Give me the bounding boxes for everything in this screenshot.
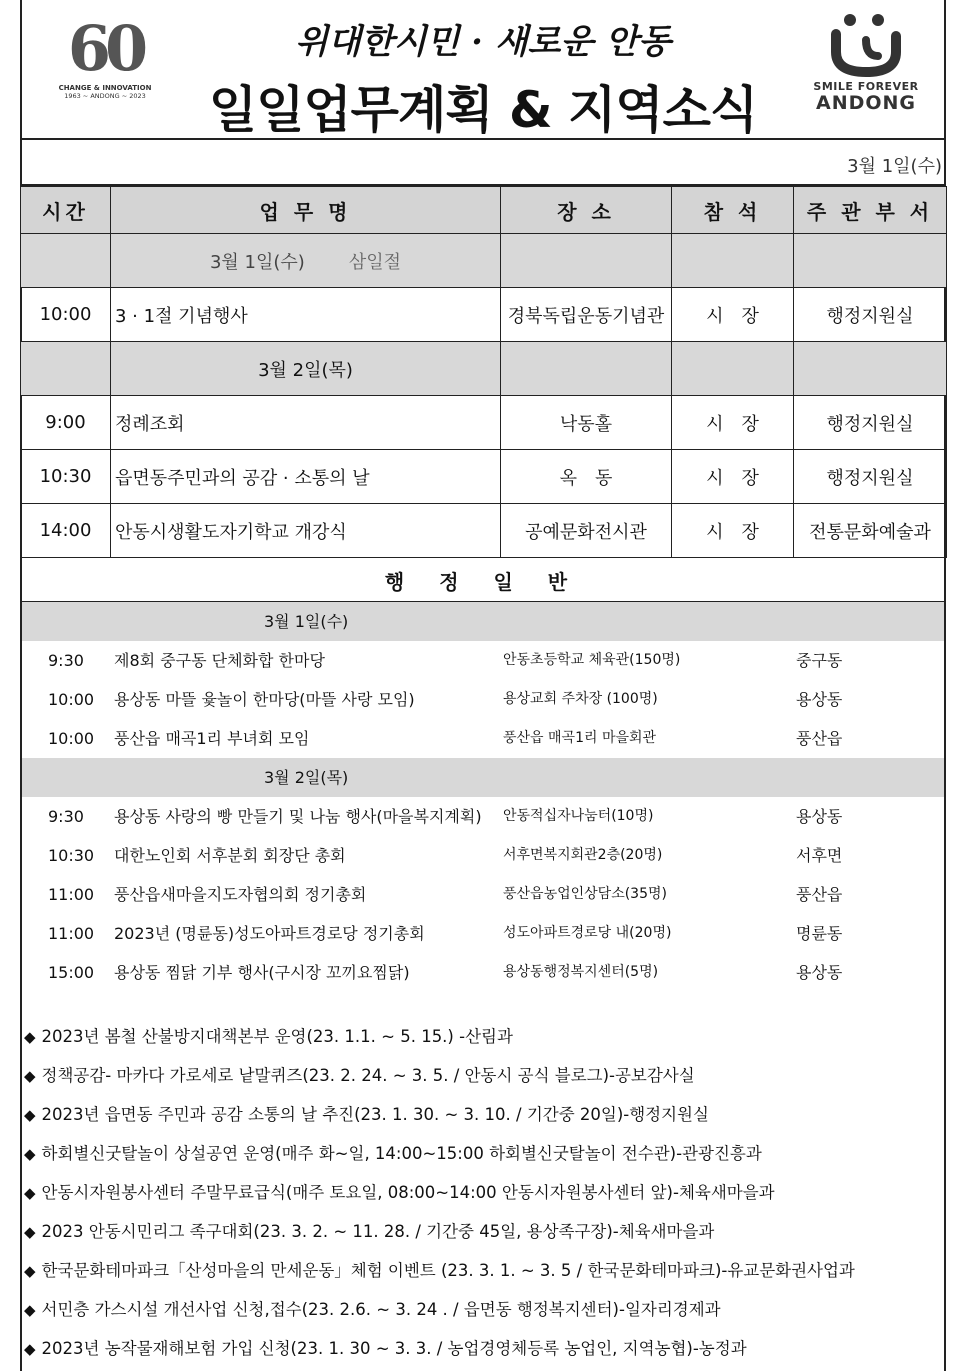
row-place: 옥 동 xyxy=(501,450,672,504)
table-row xyxy=(21,504,947,558)
admin-day1-date: 3월 1일(수) xyxy=(264,612,349,631)
item-dept: 용상동 xyxy=(796,807,843,826)
logo-andong-text: ANDONG xyxy=(815,92,917,114)
row-task: 읍면동주민과의 공감 · 소통의 날 xyxy=(111,450,501,504)
col-place: 장 소 xyxy=(501,187,672,234)
table-row xyxy=(21,288,947,342)
notice-text: 서민층 가스시설 개선사업 신청,접수(23. 2.6. ~ 3. 24 . / 읍면동 행정복지센터)-일자리경제과 xyxy=(41,1300,721,1319)
row-task: 정례조회 xyxy=(111,396,501,450)
row-attend: 시 장 xyxy=(672,288,794,342)
item-dept: 서후면 xyxy=(796,846,843,865)
notice-text: 2023년 봄철 산불방지대책본부 운영(23. 1.1. ~ 5. 15.) -산림과 xyxy=(41,1027,513,1046)
item-dept: 풍산읍 xyxy=(796,729,843,748)
item-place: 풍산읍농업인상담소(35명) xyxy=(503,886,667,902)
col-dept: 주 관 부 서 xyxy=(794,187,947,234)
item-time: 15:00 xyxy=(48,963,95,982)
notice-text: 2023 안동시민리그 족구대회(23. 3. 2. ~ 11. 28. / 기간중 45일, 용상족구장)-체육새마을과 xyxy=(41,1222,715,1241)
item-dept: 용상동 xyxy=(796,690,843,709)
report-date: 3월 1일(수) xyxy=(847,156,942,177)
item-task: 풍산읍새마을지도자협의회 정기총회 xyxy=(114,885,367,904)
item-time: 10:00 xyxy=(48,729,95,748)
list-item xyxy=(20,953,946,992)
admin-day2-date: 3월 2일(목) xyxy=(264,768,349,787)
notice-item xyxy=(24,1095,944,1134)
notice-item xyxy=(24,1134,944,1173)
date-row xyxy=(20,140,946,186)
list-item xyxy=(20,641,946,680)
table-row xyxy=(21,450,947,504)
diamond-bullet-icon: ◆ xyxy=(24,1262,36,1280)
item-dept: 용상동 xyxy=(796,963,843,982)
row-dept: 행정지원실 xyxy=(794,396,947,450)
diamond-bullet-icon: ◆ xyxy=(24,1301,36,1319)
andong-logo xyxy=(806,12,926,128)
col-time: 시간 xyxy=(21,187,111,234)
admin-day1-bar xyxy=(22,602,944,641)
day1-date: 3월 1일(수) xyxy=(209,251,305,273)
row-attend: 시 장 xyxy=(672,450,794,504)
item-time: 11:00 xyxy=(48,885,95,904)
diamond-bullet-icon: ◆ xyxy=(24,1340,36,1358)
list-item xyxy=(20,914,946,953)
diamond-bullet-icon: ◆ xyxy=(24,1067,36,1085)
col-attend: 참 석 xyxy=(672,187,794,234)
row-time: 10:30 xyxy=(21,450,111,504)
diamond-bullet-icon: ◆ xyxy=(24,1028,36,1046)
slogan: 위대한시민 · 새로운 안동 xyxy=(295,22,671,62)
row-dept: 행정지원실 xyxy=(794,288,947,342)
logo-line2: 1963 ~ ANDONG ~ 2023 xyxy=(64,92,146,100)
list-item xyxy=(20,875,946,914)
list-item xyxy=(20,836,946,875)
row-attend: 시 장 xyxy=(672,396,794,450)
row-dept: 행정지원실 xyxy=(794,450,947,504)
notice-item xyxy=(24,1290,944,1329)
row-place: 경북독립운동기념관 xyxy=(501,288,672,342)
table-row xyxy=(21,396,947,450)
notice-item xyxy=(24,1329,944,1368)
item-time: 10:30 xyxy=(48,846,95,865)
diamond-bullet-icon: ◆ xyxy=(24,1106,36,1124)
item-place: 안동초등학교 체육관(150명) xyxy=(503,652,681,668)
item-time: 9:30 xyxy=(48,807,84,826)
item-place: 용상교회 주차장 (100명) xyxy=(503,691,658,707)
list-item xyxy=(20,797,946,836)
notice-item xyxy=(24,1251,944,1290)
row-place: 낙동홀 xyxy=(501,396,672,450)
row-time: 14:00 xyxy=(21,504,111,558)
diamond-bullet-icon: ◆ xyxy=(24,1184,36,1202)
item-task: 용상동 마뜰 윷놀이 한마당(마뜰 사랑 모임) xyxy=(114,690,415,709)
item-task: 제8회 중구동 단체화합 한마당 xyxy=(114,651,325,670)
item-place: 안동적십자나눔터(10명) xyxy=(503,808,654,824)
item-dept: 중구동 xyxy=(796,651,843,670)
notice-item xyxy=(24,1056,944,1095)
schedule-table xyxy=(20,186,947,558)
notice-text: 2023년 읍면동 주민과 공감 소통의 날 추진(23. 1. 30. ~ 3. 10. / 기간중 20일)-행정지원실 xyxy=(41,1105,709,1124)
notice-text: 한국문화테마파크「산성마을의 만세운동」체험 이벤트 (23. 3. 1. ~ 3. 5 / 한국문화테마파크)-유교문화권사업과 xyxy=(41,1261,855,1280)
header xyxy=(20,0,946,140)
notice-item xyxy=(24,1017,944,1056)
day-row-1 xyxy=(21,234,947,288)
day-row-2 xyxy=(21,342,947,396)
item-place: 성도아파트경로당 내(20명) xyxy=(503,925,672,941)
diamond-bullet-icon: ◆ xyxy=(24,1145,36,1163)
admin-section-title: 행 정 일 반 xyxy=(20,562,946,602)
row-task: 3 · 1절 기념행사 xyxy=(111,288,501,342)
logo-line1: CHANGE & INNOVATION xyxy=(58,84,152,92)
logo-smile-text: SMILE FOREVER xyxy=(813,80,919,93)
row-place: 공예문화전시관 xyxy=(501,504,672,558)
notice-text: 정책공감- 마카다 가로세로 낱말퀴즈(23. 2. 24. ~ 3. 5. / 안동시 공식 블로그)-공보감사실 xyxy=(41,1066,695,1085)
col-task: 업 무 명 xyxy=(111,187,501,234)
notice-item xyxy=(24,1212,944,1251)
item-task: 2023년 (명륜동)성도아파트경로당 정기총회 xyxy=(114,924,425,943)
row-task: 안동시생활도자기학교 개강식 xyxy=(111,504,501,558)
admin-day2-bar xyxy=(22,758,944,797)
item-task: 용상동 사랑의 빵 만들기 및 나눔 행사(마을복지계획) xyxy=(114,807,482,826)
notice-text: 2023년 농작물재해보험 가입 신청(23. 1. 30 ~ 3. 3. / 농업경영체등록 농업인, 지역농협)-농정과 xyxy=(41,1339,747,1358)
item-task: 대한노인회 서후분회 회장단 총회 xyxy=(114,846,346,865)
item-place: 풍산읍 매곡1리 마을회관 xyxy=(503,730,657,746)
item-time: 10:00 xyxy=(48,690,95,709)
item-place: 서후면복지회관2층(20명) xyxy=(503,847,663,863)
item-place: 용상동행정복지센터(5명) xyxy=(503,964,659,980)
diamond-bullet-icon: ◆ xyxy=(24,1223,36,1241)
notice-list xyxy=(24,1017,944,1368)
row-time: 10:00 xyxy=(21,288,111,342)
list-item xyxy=(20,680,946,719)
item-time: 9:30 xyxy=(48,651,84,670)
item-time: 11:00 xyxy=(48,924,95,943)
item-dept: 풍산읍 xyxy=(796,885,843,904)
row-attend: 시 장 xyxy=(672,504,794,558)
schedule-header-row xyxy=(21,187,947,234)
notice-text: 안동시자원봉사센터 주말무료급식(매주 토요일, 08:00~14:00 안동시자원봉사센터 앞)-체육새마을과 xyxy=(41,1183,775,1202)
page-title: 일일업무계획 & 지역소식 xyxy=(208,81,758,139)
notice-item xyxy=(24,1173,944,1212)
item-dept: 명륜동 xyxy=(796,924,843,943)
notice-text: 하회별신굿탈놀이 상설공연 운영(매주 화~일, 14:00~15:00 하회별신굿탈놀이 전수관)-관광진흥과 xyxy=(41,1144,762,1163)
smile-icon xyxy=(826,12,906,78)
logo-number: 60 xyxy=(67,12,143,85)
row-time: 9:00 xyxy=(21,396,111,450)
day1-holiday: 삼일절 xyxy=(348,251,401,273)
list-item xyxy=(20,719,946,758)
row-dept: 전통문화예술과 xyxy=(794,504,947,558)
day2-date: 3월 2일(목) xyxy=(111,342,501,396)
item-task: 용상동 찜닭 기부 행사(구시장 꼬끼요찜닭) xyxy=(114,963,410,982)
item-task: 풍산읍 매곡1리 부녀회 모임 xyxy=(114,729,310,748)
